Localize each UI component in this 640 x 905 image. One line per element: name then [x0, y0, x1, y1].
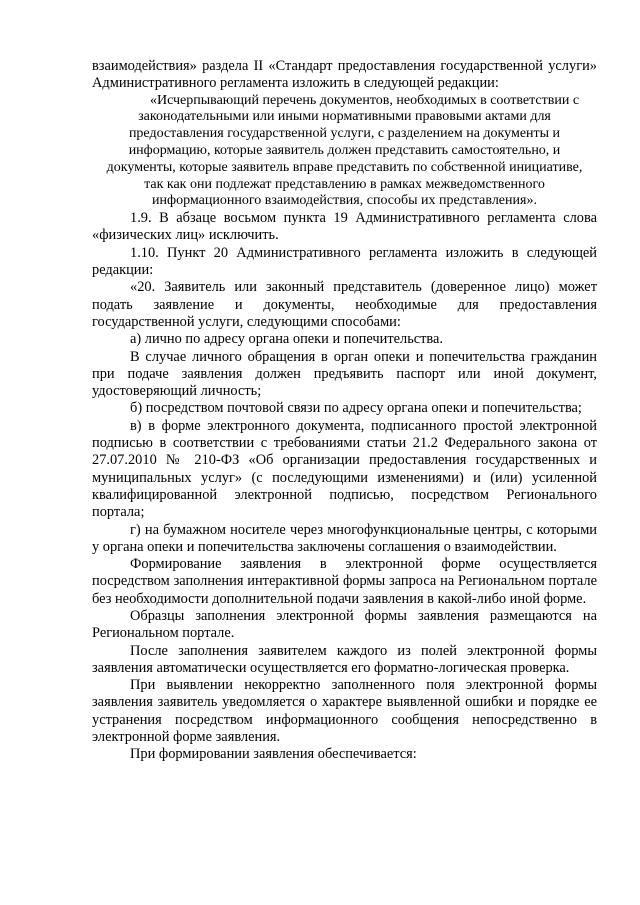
paragraph-personal-visit: В случае личного обращения в орган опеки и попечительства гражданин при подаче заявления должен предъявить паспорт или иной документ, удостоверяющий личность; [92, 348, 597, 400]
paragraph-option-v: в) в форме электронного документа, подписанного простой электронной подписью в соответствии с требованиями статьи 21.2 Федерального закона от 27.07.2010 № 210-ФЗ «Об организации предоставления государственных и муниципальных услуг» (с последующими изменениями) и (или) усиленной квалифицированной электронной подписью, посредством Регионального портала; [92, 417, 597, 521]
paragraph-electronic-form: Формирование заявления в электронной форме осуществляется посредством заполнения интерактивной формы запроса на Региональном портале без необходимости дополнительной подачи заявления в какой-либо иной форме. [92, 556, 597, 607]
paragraph-option-a: а) лично по адресу органа опеки и попечительства. [130, 331, 444, 348]
paragraph-intro: взаимодействия» раздела II «Стандарт предоставления государственной услуги» Административного регламента изложить в следующей редакции: [92, 58, 597, 92]
paragraph-1-9: 1.9. В абзаце восьмом пункта 19 Административного регламента слова «физических лиц» исключить. [92, 210, 597, 244]
paragraph-1-10: 1.10. Пункт 20 Административного регламента изложить в следующей редакции: [92, 244, 597, 279]
paragraph-option-g: г) на бумажном носителе через многофункциональные центры, с которыми у органа опеки и попечительства заключены соглашения о взаимодействии. [92, 521, 597, 555]
paragraph-samples: Образцы заполнения электронной формы заявления размещаются на Региональном портале. [92, 608, 597, 642]
paragraph-option-b: б) посредством почтовой связи по адресу органа опеки и попечительства; [130, 400, 582, 417]
paragraph-provided: При формировании заявления обеспечивается: [130, 746, 417, 763]
paragraph-quoted-heading: «Исчерпывающий перечень документов, необходимых в соответствии с законодательными или иными нормативными правовыми актами для предоставления государственной услуги, с разделением на документы и информацию, которые заявитель должен представить самостоятельно, и документы, которые заявитель вправе представить по собственной инициативе, так как они подлежат представлению в рамках межведомственного информационного взаимодействия, способы их представления». [106, 92, 583, 209]
paragraph-item-20: «20. Заявитель или законный представитель (доверенное лицо) может подать заявление и документы, необходимые для предоставления государственной услуги, следующими способами: [92, 279, 597, 330]
paragraph-format-check: После заполнения заявителем каждого из полей электронной формы заявления автоматически осуществляется его форматно-логическая проверка. [92, 642, 597, 676]
document-page [92, 58, 597, 764]
paragraph-error-notice: При выявлении некорректно заполненного поля электронной формы заявления заявитель уведомляется о характере выявленной ошибки и порядке ее устранения посредством информационного сообщения непосредственно в электронной форме заявления. [92, 677, 597, 746]
